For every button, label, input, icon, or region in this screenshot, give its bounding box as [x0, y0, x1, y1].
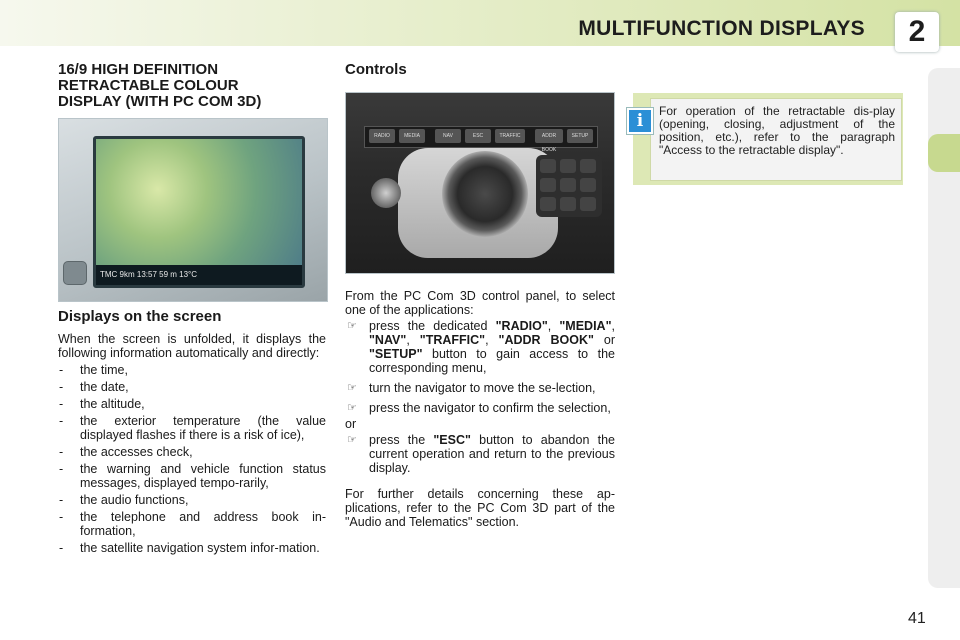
page-number: 41: [908, 610, 926, 627]
eject-button: [63, 261, 87, 285]
step-text: press the dedicated: [369, 319, 496, 333]
or-text: or: [593, 333, 616, 347]
displays-list: [58, 363, 326, 555]
separator: ,: [406, 333, 420, 347]
keypad-key: [580, 159, 596, 173]
screen-status-bar: TMC 9km 13:57 59 m 13°C: [96, 265, 302, 285]
keypad-key: [540, 178, 556, 192]
keypad-key: [540, 197, 556, 211]
list-item: - the time,: [58, 363, 326, 377]
esc-label: "ESC": [433, 433, 471, 447]
list-item: - the warning and vehicle function status messages, displayed tempo-rarily,: [58, 462, 326, 490]
display-section-title: 16/9 HIGH DEFINITION RETRACTABLE COLOUR DISPLAY (WITH PC COM 3D): [58, 61, 262, 110]
display-photo: [58, 118, 328, 302]
controls-intro: From the PC Com 3D control panel, to select one of the applications:: [345, 289, 615, 317]
list-item: - the exterior temperature (the value displayed flashes if there is a risk of ice),: [58, 414, 326, 442]
separator: ,: [485, 333, 499, 347]
pointing-hand-icon: ☞: [347, 434, 357, 446]
step-text: button to gain access to the corresponding menu,: [369, 347, 615, 375]
radio-panel-button: RADIO: [369, 129, 395, 143]
keypad: [536, 155, 602, 217]
list-item: - the satellite navigation system infor-mation.: [58, 541, 326, 555]
radio-label: "RADIO": [495, 319, 548, 333]
or-label: or: [345, 417, 357, 431]
step-text: turn the navigator to move the se-lection,: [369, 381, 596, 395]
list-item: - the telephone and address book in-formation,: [58, 510, 326, 538]
left-column: [58, 62, 326, 110]
nav-label: "NAV": [369, 333, 407, 347]
pointing-hand-icon: ☞: [347, 320, 357, 332]
list-item: - the altitude,: [58, 397, 326, 411]
info-icon: i: [627, 108, 653, 134]
esc-panel-button: ESC: [465, 129, 491, 143]
controls-steps-alt: [345, 433, 615, 475]
keypad-key: [560, 197, 576, 211]
displays-block: [58, 309, 326, 558]
setup-label: "SETUP": [369, 347, 423, 361]
volume-knob: [371, 178, 401, 208]
addr-book-panel-button: ADDR BOOK: [535, 129, 563, 143]
page-title: MULTIFUNCTION DISPLAYS: [578, 17, 865, 40]
nav-panel-button: NAV: [435, 129, 461, 143]
step-text: press the: [369, 433, 434, 447]
map-view: [96, 139, 302, 265]
chapter-badge: 2: [895, 12, 939, 52]
addr-book-label: "ADDR BOOK": [498, 333, 594, 347]
navigator-dial: [442, 151, 528, 237]
chapter-tab[interactable]: [928, 134, 960, 172]
step-item: [345, 381, 615, 395]
displays-intro: When the screen is unfolded, it displays the following information automatically and directly:: [58, 332, 326, 360]
controls-block: [345, 289, 615, 529]
controls-steps: [345, 319, 615, 415]
pointing-hand-icon: ☞: [347, 402, 357, 414]
keypad-key: [540, 159, 556, 173]
step-item: [345, 401, 615, 415]
list-item: - the audio functions,: [58, 493, 326, 507]
info-box-inner: [650, 98, 902, 181]
controls-footer: For further details concerning these ap-plications, refer to the PC Com 3D part of the "Audio and Telematics" section.: [345, 487, 615, 529]
media-panel-button: MEDIA: [399, 129, 425, 143]
separator: ,: [611, 319, 615, 333]
list-item: - the accesses check,: [58, 445, 326, 459]
panel-button-strip: [364, 126, 598, 153]
traffic-label: "TRAFFIC": [419, 333, 486, 347]
navigation-screen: [93, 136, 305, 288]
step-item: [345, 433, 615, 475]
keypad-key: [560, 159, 576, 173]
displays-subtitle: Displays on the screen: [58, 308, 222, 325]
separator: ,: [547, 319, 560, 333]
step-item: [345, 319, 615, 375]
traffic-panel-button: TRAFFIC: [495, 129, 525, 143]
media-label: "MEDIA": [559, 319, 612, 333]
info-box: [633, 93, 903, 185]
middle-column: [345, 62, 617, 78]
pointing-hand-icon: ☞: [347, 382, 357, 394]
setup-panel-button: SETUP: [567, 129, 593, 143]
step-text: press the navigator to confirm the selection,: [369, 401, 611, 415]
keypad-key: [580, 178, 596, 192]
keypad-key: [580, 197, 596, 211]
control-panel-photo: [345, 92, 615, 274]
list-item: - the date,: [58, 380, 326, 394]
info-text: For operation of the retractable dis-play (opening, closing, adjustment of the position, etc.), refer to the paragraph "Access to the retractable display".: [659, 104, 895, 157]
controls-title: Controls: [345, 61, 407, 78]
keypad-key: [560, 178, 576, 192]
step-text: button to abandon the current operation and return to the previous display.: [369, 433, 615, 475]
